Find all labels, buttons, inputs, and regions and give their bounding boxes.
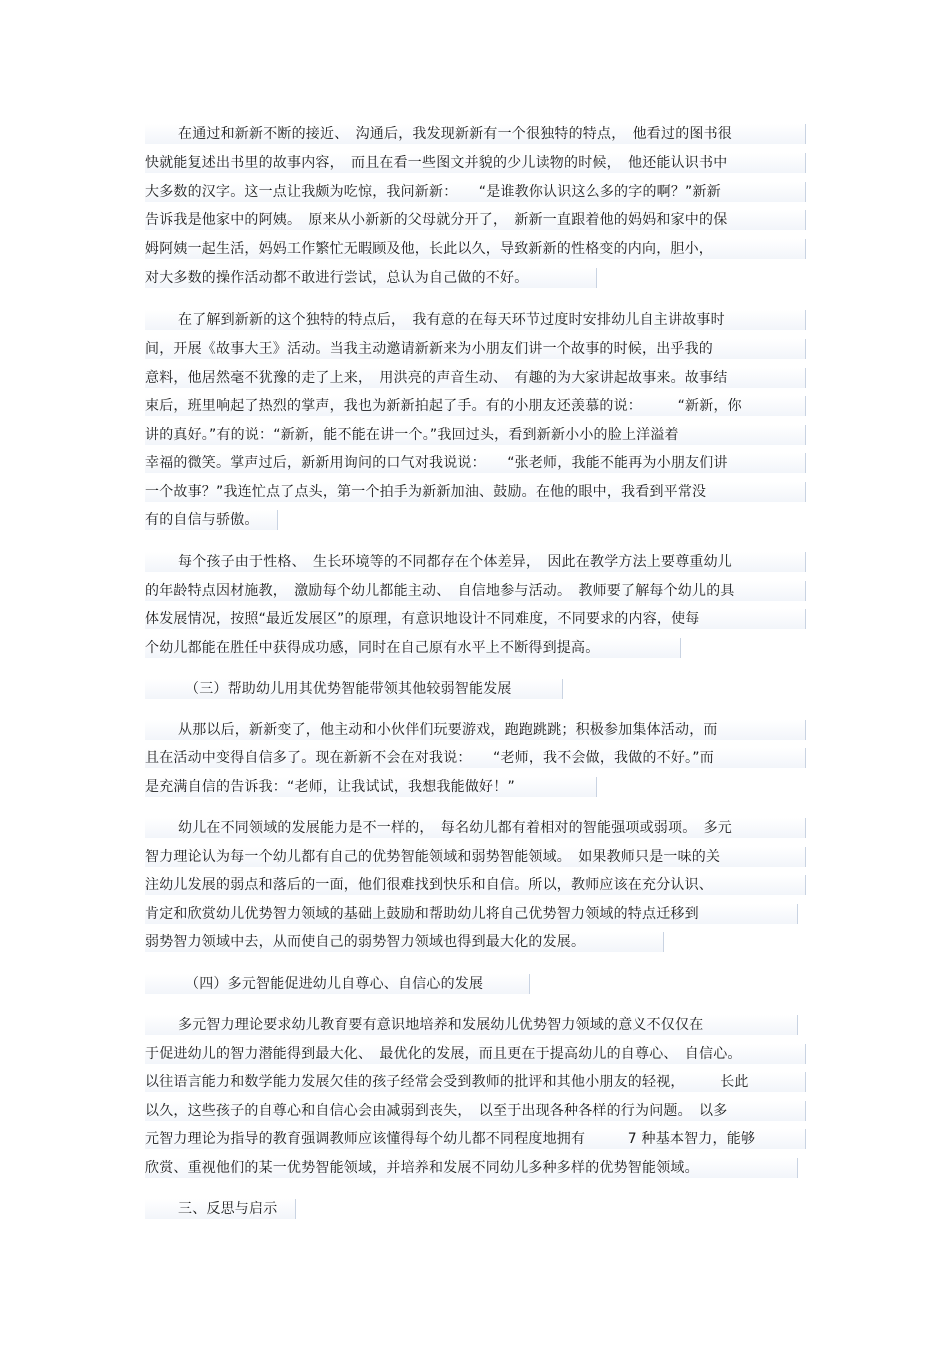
text-line: 幸福的微笑。掌声过后，新新用询问的口气对我说说： “张老师，我能不能再为小朋友们讲: [145, 453, 806, 473]
text-line: 肯定和欣赏幼儿优势智力领域的基础上鼓励和帮助幼儿将自己优势智力领域的特点迁移到: [145, 904, 798, 924]
text-line: 幼儿在不同领域的发展能力是不一样的， 每名幼儿都有着相对的智能强项或弱项。 多元: [145, 818, 806, 838]
text-line: 的年龄特点因材施教， 激励每个幼儿都能主动、 自信地参与活动。 教师要了解每个幼儿的具: [145, 581, 806, 601]
text-line: 个幼儿都能在胜任中获得成功感，同时在自己原有水平上不断得到提高。: [145, 638, 681, 658]
text-line: 元智力理论为指导的教育强调教师应该懂得每个幼儿都不同程度地拥有 7 种基本智力，能够: [145, 1129, 806, 1149]
section-heading: （四）多元智能促进幼儿自尊心、自信心的发展: [145, 974, 530, 994]
section-heading: （三）帮助幼儿用其优势智能带领其他较弱智能发展: [145, 679, 563, 699]
text-line: 间，开展《故事大王》活动。当我主动邀请新新来为小朋友们讲一个故事的时候，出乎我的: [145, 339, 806, 359]
text-line: 于促进幼儿的智力潜能得到最大化、 最优化的发展，而且更在于提高幼儿的自尊心、 自信心。: [145, 1044, 806, 1064]
text-line: 大多数的汉字。这一点让我颇为吃惊，我问新新： “是谁教你认识这么多的字的啊？”新新: [145, 182, 806, 202]
text-line: 是充满自信的告诉我：“老师，让我试试，我想我能做好！”: [145, 777, 597, 797]
text-line: 多元智力理论要求幼儿教育要有意识地培养和发展幼儿优势智力领域的意义不仅仅在: [145, 1015, 798, 1035]
text-line: 弱势智力领域中去，从而使自己的弱势智力领域也得到最大化的发展。: [145, 932, 664, 952]
text-line: 意料，他居然毫不犹豫的走了上来， 用洪亮的声音生动、 有趣的为大家讲起故事来。故事结: [145, 368, 806, 388]
text-line: 以久，这些孩子的自尊心和自信心会由减弱到丧失， 以至于出现各种各样的行为问题。 以多: [145, 1101, 806, 1121]
text-line: 快就能复述出书里的故事内容， 而且在看一些图文并貌的少儿读物的时候， 他还能认识书中: [145, 153, 806, 173]
text-line: 姆阿姨一起生活，妈妈工作繁忙无暇顾及他，长此以久，导致新新的性格变的内向，胆小，: [145, 239, 806, 259]
text-line: 注幼儿发展的弱点和落后的一面，他们很难找到快乐和自信。所以，教师应该在充分认识、: [145, 875, 806, 895]
text-line: 欣赏、重视他们的某一优势智能领域，并培养和发展不同幼儿多种多样的优势智能领域。: [145, 1158, 798, 1178]
text-line: 有的自信与骄傲。: [145, 510, 278, 530]
text-line: 束后，班里响起了热烈的掌声，我也为新新拍起了手。有的小朋友还羡慕的说： “新新，你: [145, 396, 806, 416]
text-line: 在了解到新新的这个独特的特点后， 我有意的在每天环节过度时安排幼儿自主讲故事时: [145, 310, 806, 330]
text-line: 以往语言能力和数学能力发展欠佳的孩子经常会受到教师的批评和其他小朋友的轻视， 长此: [145, 1072, 806, 1092]
text-line: 体发展情况，按照“最近发展区”的原理，有意识地设计不同难度，不同要求的内容，使每: [145, 609, 806, 629]
section-heading: 三、反思与启示: [145, 1199, 296, 1219]
text-line: 从那以后，新新变了，他主动和小伙伴们玩要游戏，跑跑跳跳；积极参加集体活动，而: [145, 720, 806, 740]
text-line: 讲的真好。”有的说：“新新，能不能在讲一个。”我回过头，看到新新小小的脸上洋溢着: [145, 425, 806, 445]
text-line: 且在活动中变得自信多了。现在新新不会在对我说： “老师，我不会做，我做的不好。”而: [145, 748, 806, 768]
text-line: 一个故事？”我连忙点了点头，第一个拍手为新新加油、鼓励。在他的眼中，我看到平常没: [145, 482, 806, 502]
text-line: 告诉我是他家中的阿姨。 原来从小新新的父母就分开了， 新新一直跟着他的妈妈和家中的保: [145, 210, 806, 230]
text-line: 智力理论认为每一个幼儿都有自己的优势智能领域和弱势智能领域。 如果教师只是一味的关: [145, 847, 806, 867]
text-line: 对大多数的操作活动都不敢进行尝试，总认为自己做的不好。: [145, 268, 597, 288]
text-line: 在通过和新新不断的接近、 沟通后，我发现新新有一个很独特的特点， 他看过的图书很: [145, 124, 806, 144]
text-line: 每个孩子由于性格、 生长环境等的不同都存在个体差异， 因此在教学方法上要尊重幼儿: [145, 552, 806, 572]
